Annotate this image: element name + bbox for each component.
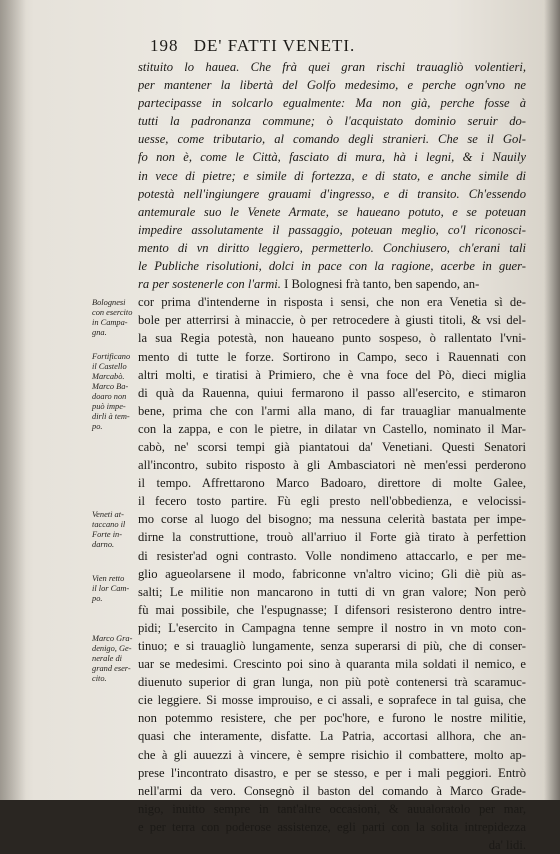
text-line: antemurale suo le Venete Armate, se haueano potuto, e se poteuan bbox=[138, 204, 526, 219]
text-line: fo non è, come le Città, fasciato di mura, hà i legni, & i Nauily bbox=[138, 150, 526, 165]
gutter-shadow bbox=[0, 0, 26, 800]
margin-note-line: dirli à tem- bbox=[92, 412, 130, 421]
text-line: non potemmo resistere, che per poc'hore, e furono le nostre militie, bbox=[138, 711, 526, 726]
text-line: stituito lo haueа. Che frà quei gran rischi trauagliò volentieri, bbox=[138, 60, 526, 74]
margin-note-line: Veneti at- bbox=[92, 510, 124, 519]
text-line: uar se medesimi. Crescinto poi sino à quaranta mila soldati il nemico, e bbox=[138, 657, 526, 672]
text-line: all'incontro, subito risposto à gli Ambasciatori nè men'essi perderono bbox=[138, 458, 526, 473]
text-line: che à gli auuezzi à vincere, è sempre risichio il combattere, molto ap- bbox=[138, 747, 526, 762]
margin-note-line: cito. bbox=[92, 674, 107, 683]
text-line: bole per atterrirsi à minaccie, ò per retrocedere à giusti titoli, & vsi del- bbox=[138, 313, 526, 328]
margin-note-line: nerale di bbox=[92, 654, 123, 663]
text-line: fù mai possibile, che l'espugnasse; I difensori resisterono dentro intre- bbox=[138, 602, 526, 617]
text-line: impedire assolutamente il passaggio, poteuan meglio, co'l riconosci- bbox=[138, 222, 526, 237]
margin-note bbox=[92, 634, 138, 684]
text-line: bene, prima che con l'armi alla mano, di far trauagliar manualmente bbox=[138, 403, 526, 418]
margin-note bbox=[92, 574, 138, 604]
text-line: dirne la construttione, trouò all'arriuo il Forte già tirato à perfettion bbox=[138, 530, 526, 545]
text-line: di quà da Rauenna, quiui fermarono il passo all'esercito, e stimaron bbox=[138, 385, 526, 400]
margin-note-line: Bolognesi bbox=[92, 298, 126, 307]
text-line: e per terra con poderose assistenze, egli parti con la solita intrepidezza bbox=[138, 819, 526, 834]
margin-note-line: in Campa- bbox=[92, 318, 128, 327]
text-line-mixed bbox=[138, 275, 526, 293]
margin-note-line: denigo, Ge- bbox=[92, 644, 132, 653]
text-line: mento di tutte le forze. Sortirono in Campo, seco i Rauennati con bbox=[138, 349, 526, 364]
text-line: cor prima d'intenderne in risposta i sensi, che non era Venetia sì de- bbox=[138, 295, 526, 310]
page-edge-shadow bbox=[544, 0, 560, 800]
margin-note-line: Vien retto bbox=[92, 574, 125, 583]
margin-note-line: può impe- bbox=[92, 402, 126, 411]
text-line: per mantener la libertà del Golfo medesimo, e perche ogn'vno ne bbox=[138, 78, 526, 93]
text-line: mento di vn diritto leggiero, permetterlo. Conchiusero, ch'erani tali bbox=[138, 240, 526, 255]
text-line: pidi; L'esercito in Campagna tenne sempre il nostro in vn moto con- bbox=[138, 620, 526, 635]
margin-note-line: Forte in- bbox=[92, 530, 123, 539]
margin-note-line: po. bbox=[92, 422, 103, 431]
text-line: cie leggiere. Si mosse improuiso, e ci assali, e soprafece in tal guisa, che bbox=[138, 693, 526, 708]
running-head bbox=[150, 36, 450, 56]
margin-note-line: doaro non bbox=[92, 392, 127, 401]
text-line-last: da' lidi. bbox=[488, 838, 526, 853]
text-line: tinuo; e si trauagliò lungamente, senza superarsi di più, che di conser- bbox=[138, 639, 526, 653]
text-line: tutti la padronanza commune; ò l'acquistato dominio seruir do- bbox=[138, 114, 526, 129]
text-span: I Bolognesi frà tanto, ben sapendo, an- bbox=[280, 277, 480, 292]
margin-note-line: taccano il bbox=[92, 520, 126, 529]
page-number: 198 bbox=[150, 36, 179, 55]
text-line: altri molti, e tiratisi à Primiero, che è vna foce del Pò, dieci miglia bbox=[138, 367, 526, 382]
text-line: glio agueolarsene il modo, fabriconne vn'altro vicino; Gli diè più as- bbox=[138, 566, 526, 581]
text-line: mo corse al luogo del bisogno; ma nessuna celerità bastata per impe- bbox=[138, 512, 526, 527]
text-line: la sua Regia potestà, non haueano punto sospeso, ò rallentato l'vni- bbox=[138, 331, 526, 346]
text-line: con la zappa, e con le pietre, in dilatar vn Castello, nominato il Mar- bbox=[138, 421, 526, 436]
text-line: partecipasse in solcarlo egualmente: Ma non già, perche fosse à bbox=[138, 96, 526, 111]
text-line: di resister'ad ogni contrasto. Volle nondimeno attaccarlo, e per me- bbox=[138, 548, 526, 563]
text-line: salti; Le militie non mancarono in tutti di vn gran valore; Non però bbox=[138, 584, 526, 599]
margin-note-line: il Castello bbox=[92, 362, 127, 371]
text-line: cabò, ne' scorsi tempi già piantatoui da' Venetiani. Questi Senatori bbox=[138, 439, 526, 454]
text-line: il tempo. Affrettarono Marco Badoaro, direttore di molte Galee, bbox=[138, 476, 526, 491]
text-line: quasi che interamente, disfatte. La Patria, accortasi allhora, che an- bbox=[138, 729, 526, 744]
text-line: nigo, inuitto sempre in tant'altre occasioni, & auualoratolo per mar, bbox=[138, 801, 526, 816]
margin-note bbox=[92, 352, 138, 432]
text-line: uesse, come tributario, al comando degli stranieri. Che se il Gol- bbox=[138, 132, 526, 147]
margin-note-line: po. bbox=[92, 594, 103, 603]
margin-note-line: Fortificano bbox=[92, 352, 131, 361]
margin-note-line: con esercito bbox=[92, 308, 133, 317]
text-span: ra per sostenerle con l'armi. bbox=[138, 277, 281, 292]
margin-note-line: Marco Gra- bbox=[92, 634, 133, 643]
text-line: nell'armi da vero. Consegnò il baston del comando à Marco Grade- bbox=[138, 783, 526, 798]
text-line: potestà nell'ingiungere grauami d'ingresso, e di transito. Ch'essendo bbox=[138, 186, 526, 201]
margin-note-line: grand eser- bbox=[92, 664, 131, 673]
text-line: diuenuto superior di gran lunga, non più potè contenersi trà scaramuc- bbox=[138, 675, 526, 690]
margin-note-line: darno. bbox=[92, 540, 115, 549]
body-text bbox=[138, 58, 526, 854]
text-line: prese l'incontrato disastro, e per se stesso, e per i mali peggiori. Entrò bbox=[138, 765, 526, 780]
margin-note-line: Marcabò. bbox=[92, 372, 125, 381]
page-header-title: DE' FATTI VENETI. bbox=[193, 36, 356, 55]
margin-note bbox=[92, 510, 138, 550]
margin-note-line: il lor Cam- bbox=[92, 584, 130, 593]
margin-note-line: gna. bbox=[92, 328, 107, 337]
margin-note bbox=[92, 298, 138, 338]
text-line: il fecero tosto partire. Fù egli presto nell'obbedienza, e velocissi- bbox=[138, 494, 526, 509]
margin-note-line: Marco Ba- bbox=[92, 382, 129, 391]
text-line: in vece di pietre; e simile di fortezza, e di stato, e anche simile di bbox=[138, 168, 526, 183]
text-line: le Publiche risolutioni, dolci in pace con la ragione, acerbe in guer- bbox=[138, 259, 526, 274]
